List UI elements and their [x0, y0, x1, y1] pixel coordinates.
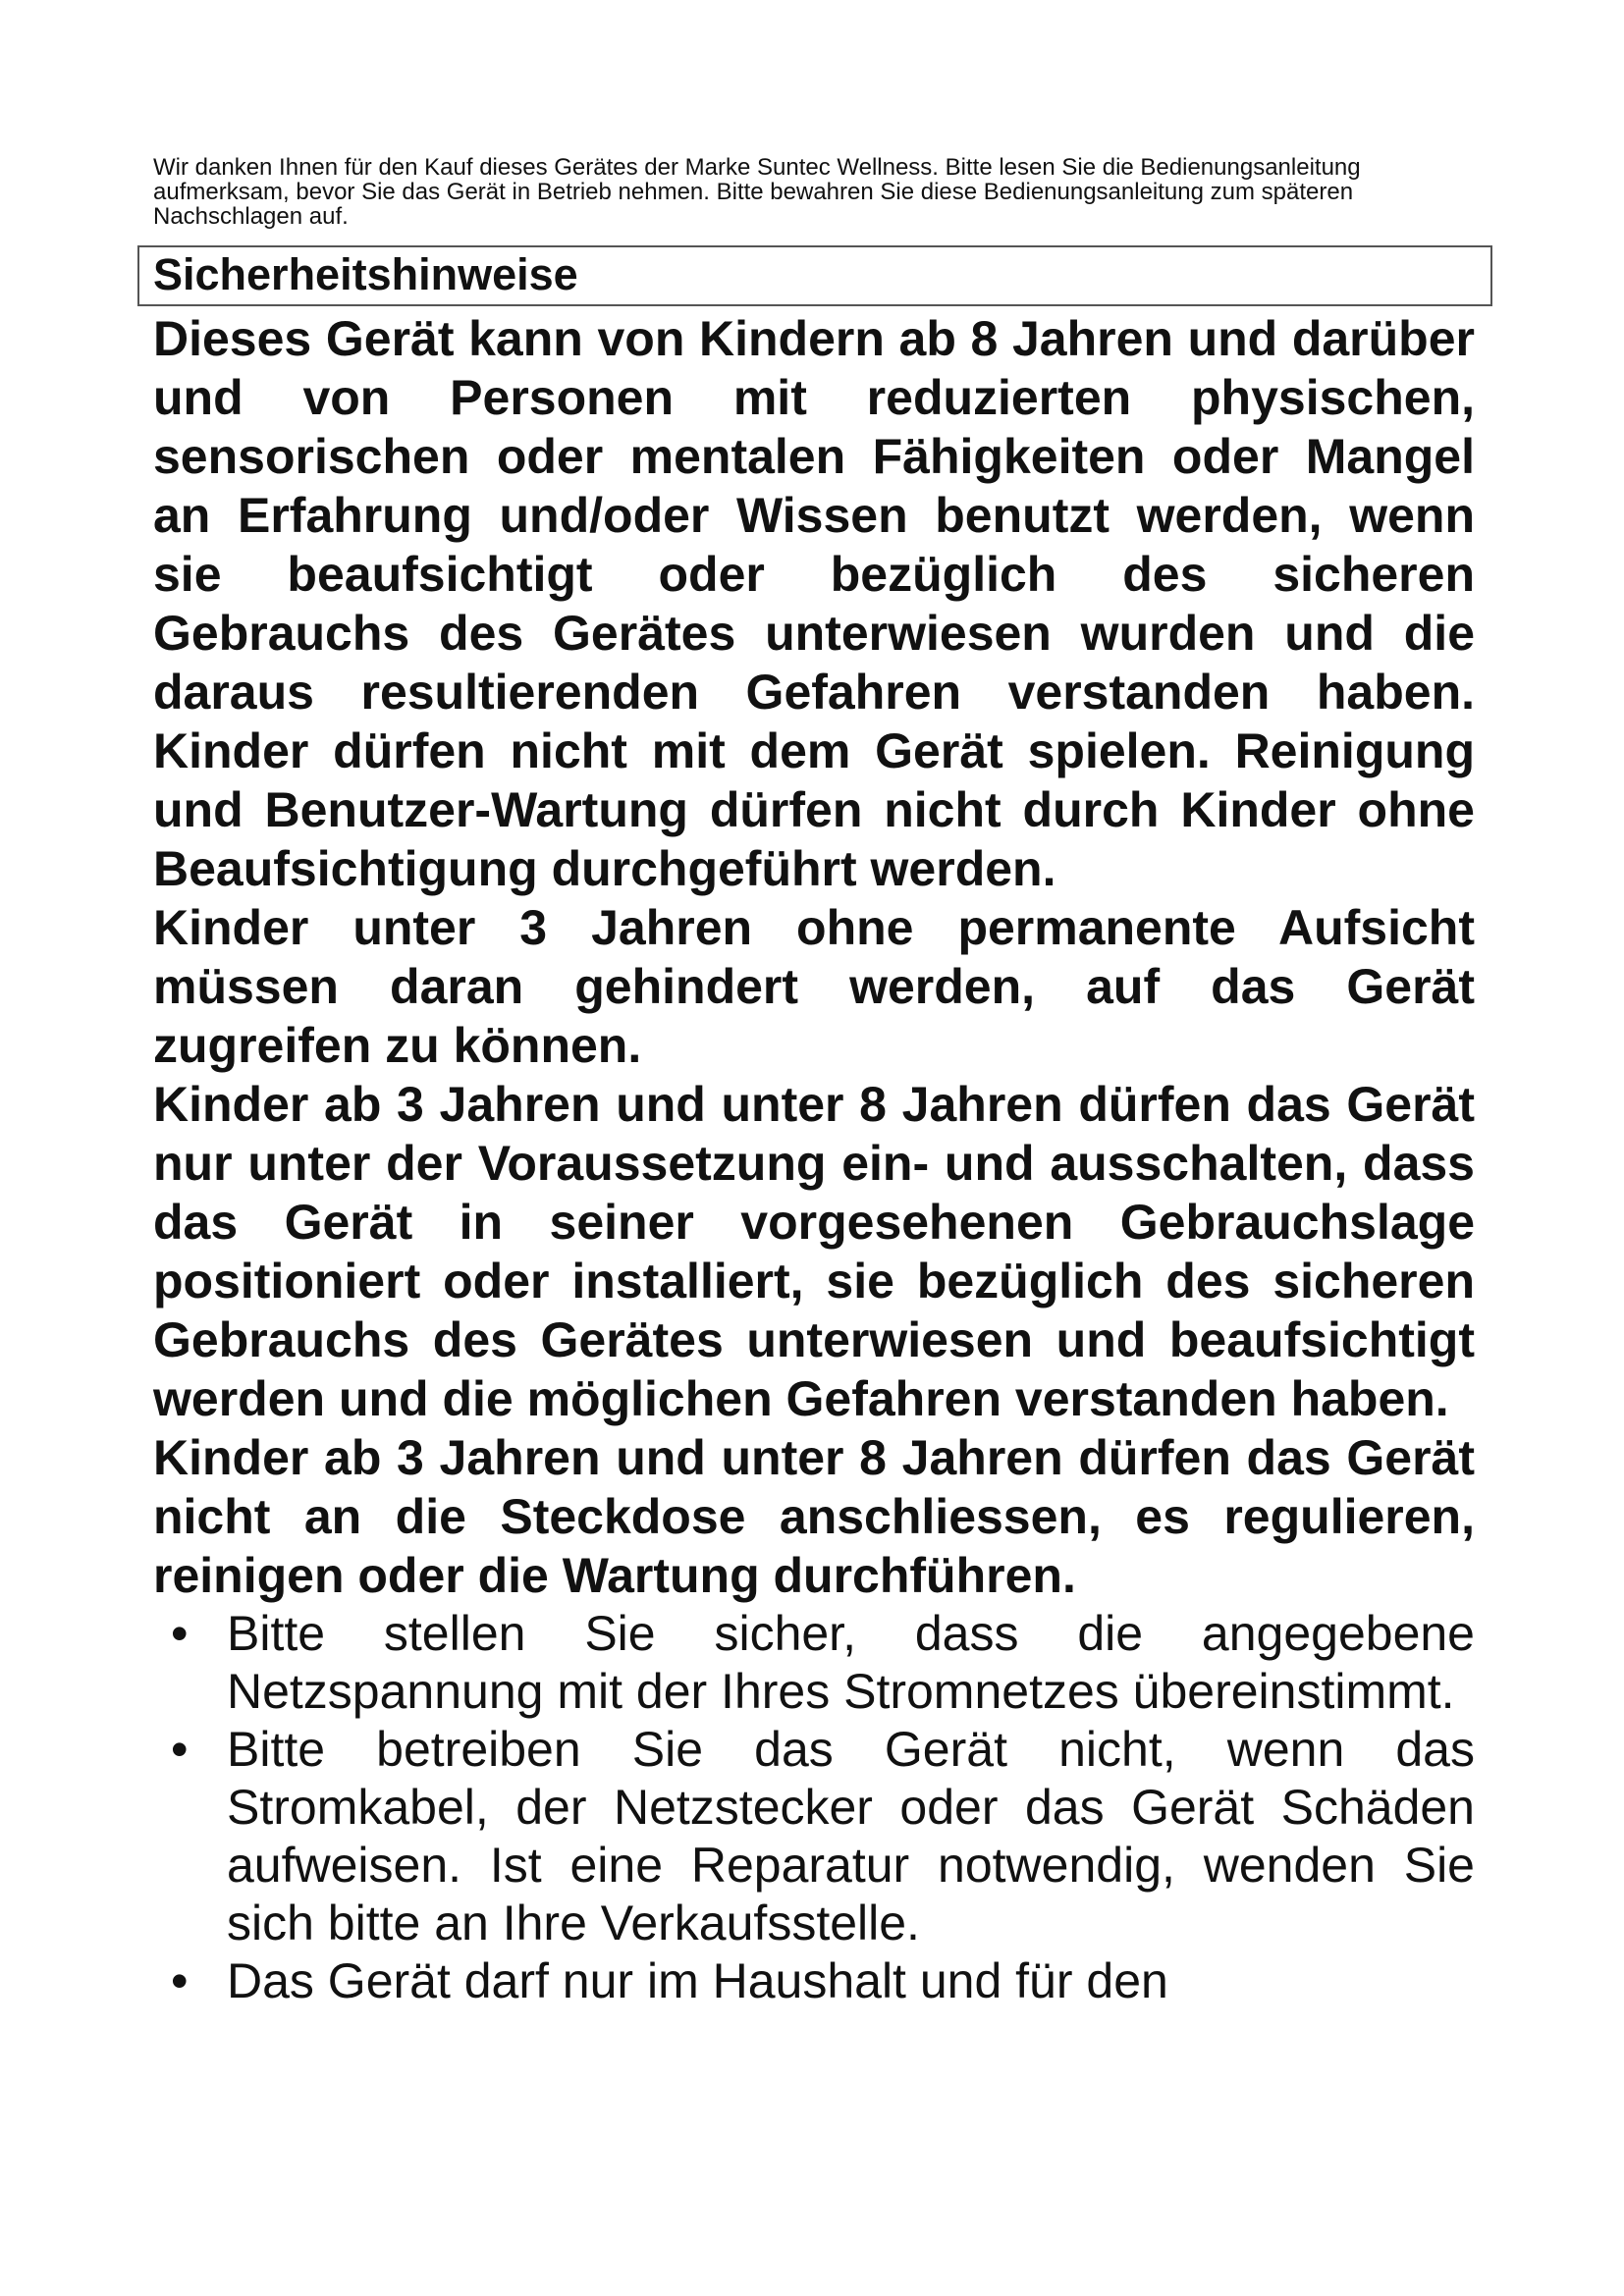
warning-paragraph: Kinder ab 3 Jahren und unter 8 Jahren dürfen das Gerät nicht an die Steckdose anschliessen, es regulieren, reinigen oder die Wartung durchführen.	[153, 1430, 1475, 1603]
list-item	[153, 1721, 1475, 1952]
warning-paragraph: Dieses Gerät kann von Kindern ab 8 Jahren und darüber und von Personen mit reduzierten physischen, sensorischen oder mentalen Fähigkeiten oder Mangel an Erfahrung und/oder Wissen benutzt werden, wenn sie beaufsichtigt oder bezüglich des sicheren Gebrauchs des Gerätes unterwiesen wurden und die daraus resultierenden Gefahren verstanden haben. Kinder dürfen nicht mit dem Gerät spielen. Reinigung und Benutzer-Wartung dürfen nicht durch Kinder ohne Beaufsichtigung durchgeführt werden.	[153, 311, 1475, 896]
list-item-text: Das Gerät darf nur im Haushalt und für den	[227, 1953, 1168, 2008]
bullet-icon: •	[171, 1953, 189, 2008]
bullet-icon: •	[171, 1722, 189, 1777]
bullet-icon: •	[171, 1606, 189, 1661]
intro-text: Wir danken Ihnen für den Kauf dieses Gerätes der Marke Suntec Wellness. Bitte lesen Sie die Bedienungsanleitung aufmerksam, bevor Sie das Gerät in Betrieb nehmen. Bitte bewahren Sie diese Bedienungsanleitung zum späteren Nachschlagen auf.	[153, 154, 1361, 230]
list-item	[153, 1605, 1475, 1721]
warning-paragraph: Kinder ab 3 Jahren und unter 8 Jahren dürfen das Gerät nur unter der Voraussetzung ein- und ausschalten, dass das Gerät in seiner vorgesehenen Gebrauchslage positioniert oder installiert, sie bezüglich des sicheren Gebrauchs des Gerätes unterwiesen und beaufsichtigt werden und die möglichen Gefahren verstanden haben.	[153, 1077, 1475, 1426]
list-item	[153, 1952, 1475, 2010]
safety-bullet-list	[153, 1605, 1475, 2010]
safety-content	[153, 309, 1475, 2010]
section-title: Sicherheitshinweise	[153, 249, 578, 299]
list-item-text: Bitte betreiben Sie das Gerät nicht, wenn das Stromkabel, der Netzstecker oder das Gerät Schäden aufweisen. Ist eine Reparatur notwendig, wenden Sie sich bitte an Ihre Verkaufsstelle.	[227, 1722, 1475, 1950]
list-item-text: Bitte stellen Sie sicher, dass die angegebene Netzspannung mit der Ihres Stromnetzes übereinstimmt.	[227, 1606, 1475, 1719]
warning-paragraph: Kinder unter 3 Jahren ohne permanente Aufsicht müssen daran gehindert werden, auf das Gerät zugreifen zu können.	[153, 900, 1475, 1073]
